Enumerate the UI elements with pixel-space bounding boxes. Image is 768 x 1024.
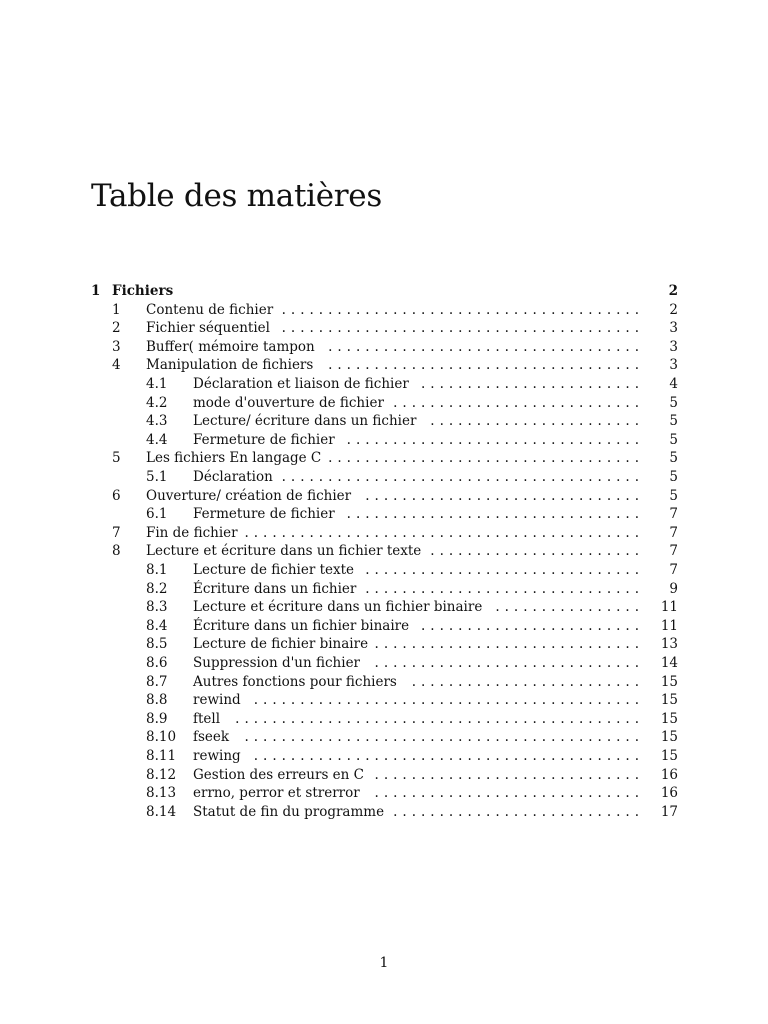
toc-entry[interactable] — [0, 338, 768, 356]
toc-entry-number: 8.13 — [146, 785, 177, 802]
toc-entry-title[interactable]: errno, perror et strerror — [193, 785, 360, 802]
toc-entry-page[interactable]: 5 — [669, 394, 678, 411]
toc-entry[interactable] — [0, 319, 768, 337]
toc-entry-page[interactable]: 13 — [660, 636, 678, 653]
toc-entry-page[interactable]: 16 — [660, 766, 678, 783]
toc-entry[interactable] — [0, 561, 768, 579]
dot-leader: .................................. — [328, 357, 644, 374]
toc-entry-number: 8 — [112, 543, 121, 560]
toc-entry-page[interactable]: 15 — [660, 748, 678, 764]
toc-entry-page[interactable]: 7 — [669, 562, 678, 578]
dot-leader: ........................................... — [244, 729, 644, 746]
toc-entry-title[interactable]: Fermeture de fichier — [193, 431, 335, 448]
toc-entry[interactable] — [0, 803, 768, 821]
dot-leader: .......................................... — [253, 692, 644, 709]
toc-entry[interactable] — [0, 394, 768, 412]
toc-entry-page[interactable]: 5 — [669, 413, 678, 430]
toc-entry-number: 8.8 — [146, 692, 168, 709]
toc-entry-number: 5 — [112, 450, 121, 467]
toc-entry-title[interactable]: Contenu de fichier — [146, 301, 274, 318]
toc-entry-title[interactable]: Manipulation de fichiers — [146, 357, 314, 374]
toc-entry-number: 8.6 — [146, 655, 168, 671]
toc-entry-title[interactable]: Déclaration et liaison de fichier — [193, 376, 409, 392]
toc-entry[interactable] — [0, 375, 768, 393]
toc-entry[interactable] — [0, 747, 768, 765]
toc-entry[interactable] — [0, 598, 768, 616]
toc-entry-page[interactable]: 3 — [669, 320, 678, 337]
dot-leader: ........................ — [421, 617, 644, 634]
dot-leader: .............................. — [365, 562, 644, 578]
toc-entry[interactable] — [0, 691, 768, 709]
toc-entry-title[interactable]: Fin de fichier — [146, 524, 238, 541]
page-number: 1 — [379, 955, 389, 971]
toc-entry-page[interactable]: 5 — [669, 450, 678, 467]
toc-entry-title[interactable]: Suppression d'un fichier — [193, 655, 361, 671]
toc-entry-title[interactable]: Écriture dans un fichier binaire — [193, 617, 410, 634]
toc-entry-title[interactable]: Déclaration — [193, 469, 273, 485]
toc-entry-title[interactable]: fseek — [193, 729, 230, 746]
toc-entry-page[interactable]: 15 — [660, 710, 678, 727]
dot-leader: ................................ — [346, 431, 644, 448]
dot-leader: ........................ — [421, 376, 644, 392]
toc-entry-title[interactable]: Gestion des erreurs en C — [193, 766, 364, 783]
toc-entry-number: 8.7 — [146, 673, 168, 690]
toc-entry-title[interactable]: Lecture/ écriture dans un fichier — [193, 413, 417, 430]
dot-leader: ................................ — [346, 506, 644, 523]
toc-entry-number: 8.14 — [146, 803, 177, 820]
toc-entry-number: 3 — [112, 338, 121, 355]
toc-entry[interactable] — [0, 524, 768, 542]
dot-leader: ....................... — [430, 543, 644, 560]
dot-leader: .................................. — [328, 338, 644, 355]
toc-entry-page[interactable]: 15 — [660, 729, 678, 746]
toc-entry-title[interactable]: Lecture et écriture dans un fichier texte — [146, 543, 422, 560]
toc-entry-page[interactable]: 11 — [660, 617, 678, 634]
toc-entry-page[interactable]: 15 — [660, 692, 678, 709]
toc-entry-number: 8.3 — [146, 599, 168, 616]
toc-entry[interactable] — [0, 301, 768, 319]
dot-leader: ............................. — [374, 655, 644, 671]
toc-entry-number: 8.4 — [146, 617, 168, 634]
toc-entry-number: 8.10 — [146, 729, 177, 746]
dot-leader: ............................................ — [235, 710, 644, 727]
toc-entry[interactable] — [0, 542, 768, 560]
toc-entry-page[interactable]: 16 — [660, 785, 678, 802]
toc-entry-number: 4.2 — [146, 394, 168, 411]
toc-entry-number: 6 — [112, 487, 121, 504]
dot-leader: .................................. — [328, 450, 644, 467]
toc-entry-page[interactable]: 5 — [669, 469, 678, 485]
toc-entry[interactable] — [0, 449, 768, 467]
dot-leader: ............................. — [374, 785, 644, 802]
toc-entry-number: 8.11 — [146, 748, 177, 764]
toc-entry[interactable] — [0, 431, 768, 449]
toc-entry-title[interactable]: rewing — [193, 748, 241, 764]
toc-entry-title[interactable]: rewind — [193, 692, 241, 709]
dot-leader: ....................................... — [281, 469, 644, 485]
dot-leader: ....................................... — [281, 301, 644, 318]
dot-leader: ........................................... — [244, 524, 644, 541]
toc-entry[interactable] — [0, 505, 768, 523]
toc-entry-page[interactable]: 14 — [660, 655, 678, 671]
toc-entry-page[interactable]: 3 — [669, 338, 678, 355]
toc-entry-title[interactable]: Écriture dans un fichier — [193, 580, 357, 597]
toc-entry-title[interactable]: Statut de fin du programme — [193, 803, 385, 820]
toc-entry[interactable] — [0, 282, 768, 300]
toc-entry-title[interactable]: Ouverture/ création de fichier — [146, 487, 352, 504]
dot-leader: ....................... — [430, 413, 644, 430]
toc-entry-number: 4.3 — [146, 413, 168, 430]
toc-entry-title[interactable]: Lecture et écriture dans un fichier binaire — [193, 599, 483, 616]
toc-entry-page[interactable]: 9 — [669, 580, 678, 597]
toc-entry-title[interactable]: Autres fonctions pour fichiers — [193, 673, 397, 690]
dot-leader: ................ — [495, 599, 644, 616]
toc-entry[interactable] — [0, 784, 768, 802]
toc-entry-number: 4 — [112, 357, 121, 374]
dot-leader: ....................................... — [281, 320, 644, 337]
toc-entry-title[interactable]: Lecture de fichier binaire — [193, 636, 369, 653]
toc-entry-title[interactable]: mode d'ouverture de fichier — [193, 394, 384, 411]
toc-entry-number: 8.5 — [146, 636, 168, 653]
toc-entry-page[interactable]: 3 — [669, 357, 678, 374]
toc-entry-number: 8.12 — [146, 766, 177, 783]
toc-entry-number: 8.9 — [146, 710, 168, 727]
toc-entry-page[interactable]: 17 — [660, 803, 678, 820]
dot-leader: ............................. — [374, 636, 644, 653]
toc-entry-number: 5.1 — [146, 469, 168, 485]
toc-entry-number: 1 — [91, 283, 101, 299]
toc-entry[interactable] — [0, 468, 768, 486]
toc-entry-page[interactable]: 2 — [668, 283, 678, 299]
toc-entry-page[interactable]: 7 — [669, 543, 678, 560]
dot-leader: ......................... — [411, 673, 644, 690]
toc-entry[interactable] — [0, 617, 768, 635]
toc-entry[interactable] — [0, 635, 768, 653]
toc-entry[interactable] — [0, 654, 768, 672]
toc-entry-title[interactable]: ftell — [193, 710, 221, 727]
toc-entry-number: 8.1 — [146, 562, 168, 578]
toc-entry-page[interactable]: 4 — [669, 376, 678, 392]
toc-entry-page[interactable]: 2 — [669, 301, 678, 318]
toc-entry[interactable] — [0, 356, 768, 374]
dot-leader: ............................. — [374, 766, 644, 783]
toc-entry-page[interactable]: 7 — [669, 524, 678, 541]
toc-entry-number: 7 — [112, 524, 121, 541]
toc-entry-title[interactable]: Fermeture de fichier — [193, 506, 335, 523]
toc-entry[interactable] — [0, 710, 768, 728]
toc-entry-title[interactable]: Lecture de fichier texte — [193, 562, 355, 578]
toc-entry[interactable] — [0, 766, 768, 784]
toc-entry-number: 4.4 — [146, 431, 168, 448]
toc-entry-title[interactable]: Fichier séquentiel — [146, 320, 270, 337]
toc-entry-page[interactable]: 5 — [669, 431, 678, 448]
dot-leader: .......................................... — [253, 748, 644, 764]
toc-entry-number: 8.2 — [146, 580, 168, 597]
toc-entry-page[interactable]: 5 — [669, 487, 678, 504]
dot-leader: ........................... — [393, 803, 644, 820]
toc-entry-page[interactable]: 7 — [669, 506, 678, 523]
dot-leader: ........................... — [393, 394, 644, 411]
toc-entry-number: 6.1 — [146, 506, 168, 523]
toc-entry-number: 2 — [112, 320, 121, 337]
toc-entry[interactable] — [0, 728, 768, 746]
toc-entry[interactable] — [0, 580, 768, 598]
toc-entry[interactable] — [0, 412, 768, 430]
toc-entry-title[interactable]: Fichiers — [112, 283, 174, 299]
toc-entry-number: 1 — [112, 301, 121, 318]
toc-entry-title[interactable]: Les fichiers En langage C — [146, 450, 322, 467]
dot-leader: .............................. — [365, 487, 644, 504]
toc-entry-page[interactable]: 11 — [660, 599, 678, 616]
dot-leader: .............................. — [365, 580, 644, 597]
toc-entry[interactable] — [0, 487, 768, 505]
toc-entry[interactable] — [0, 673, 768, 691]
toc-entry-title[interactable]: Buffer( mémoire tampon — [146, 338, 315, 355]
page-title: Table des matières — [91, 178, 382, 214]
toc-entry-page[interactable]: 15 — [660, 673, 678, 690]
toc-entry-number: 4.1 — [146, 376, 168, 392]
